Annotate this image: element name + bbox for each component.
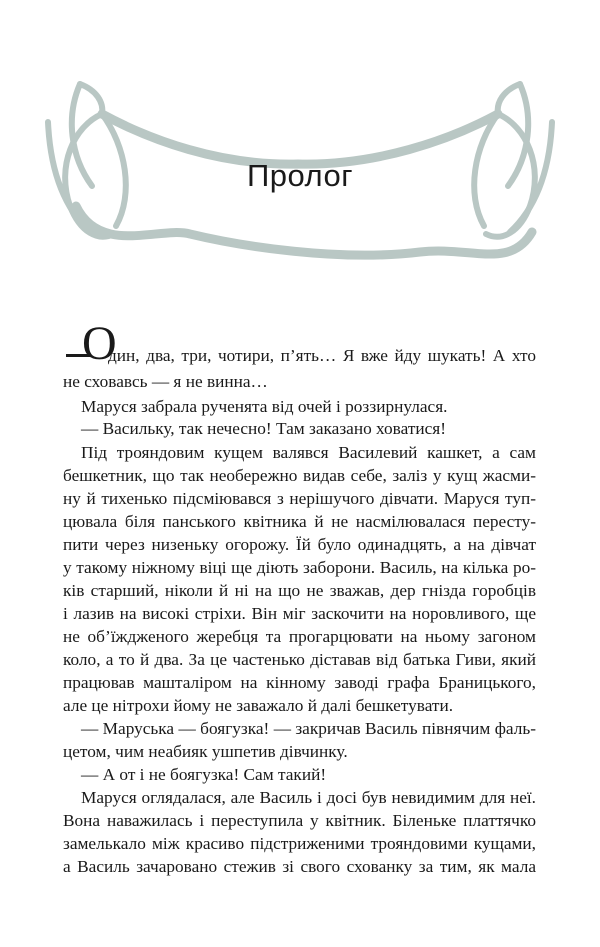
text-line: дин, два, три, чотири, п’ять… Я вже йду шукать! А хто <box>108 346 536 365</box>
chapter-title: Пролог <box>246 158 354 193</box>
text-line: у такому ніжному віці ще діють заборони. Василь, на кілька ро- <box>63 558 536 577</box>
text-line: Маруся забрала рученята від очей і роззирнулася. <box>81 397 448 416</box>
text-line: Під трояндовим кущем валявся Василевий кашкет, а сам <box>81 443 536 462</box>
text-line: працював машталіром на кінному заводі графа Браницького, <box>63 673 536 692</box>
text-line: Маруся оглядалася, але Василь і досі був невидимим для неї. <box>81 788 536 807</box>
text-line: коло, а то й два. За це частенько діставав від батька Гиви, який <box>63 650 536 669</box>
text-line: але це нітрохи йому не заважало й далі бешкетувати. <box>63 696 454 715</box>
text-line: — Васильку, так нечесно! Там заказано ховатися! <box>81 419 446 438</box>
text-line: замелькало між красиво підстриженими трояндовими кущами, <box>63 834 536 853</box>
text-line: бешкетник, що так необережно видав себе, заліз у кущ жасми- <box>63 466 536 485</box>
text-line: Вона наважилась і переступила у квітник. Біленьке платтячко <box>63 811 536 830</box>
text-line: не сховавсь — я не винна… <box>63 372 268 391</box>
text-line: ну й тихенько підсміювався з нерішучого дівчати. Маруся туп- <box>63 489 536 508</box>
text-line: пити через низеньку огорожу. Їй було одинадцять, а на дівчат <box>63 535 536 554</box>
text-line: і лазив на високі стріхи. Він міг заскочити на норовливого, ще <box>63 604 536 623</box>
text-line: не об’їждженого жеребця та прогарцювати на ньому загоном <box>63 627 536 646</box>
text-line: цетом, чим неабияк ушпетив дівчинку. <box>63 742 348 761</box>
drop-cap: О <box>82 317 117 370</box>
text-line: цювала біля панського квітника й не насмілювалася пересту- <box>63 512 536 531</box>
text-line: — А от і не боягузка! Сам такий! <box>81 765 327 784</box>
text-line: — Маруська — боягузка! — закричав Василь півнячим фаль- <box>81 719 536 738</box>
text-line: ків старший, ніколи й ні на що не зважав, дер гнізда горобців <box>63 581 536 600</box>
text-line: а Василь зачаровано стежив зі свого схованку за тим, як мала <box>63 857 536 876</box>
